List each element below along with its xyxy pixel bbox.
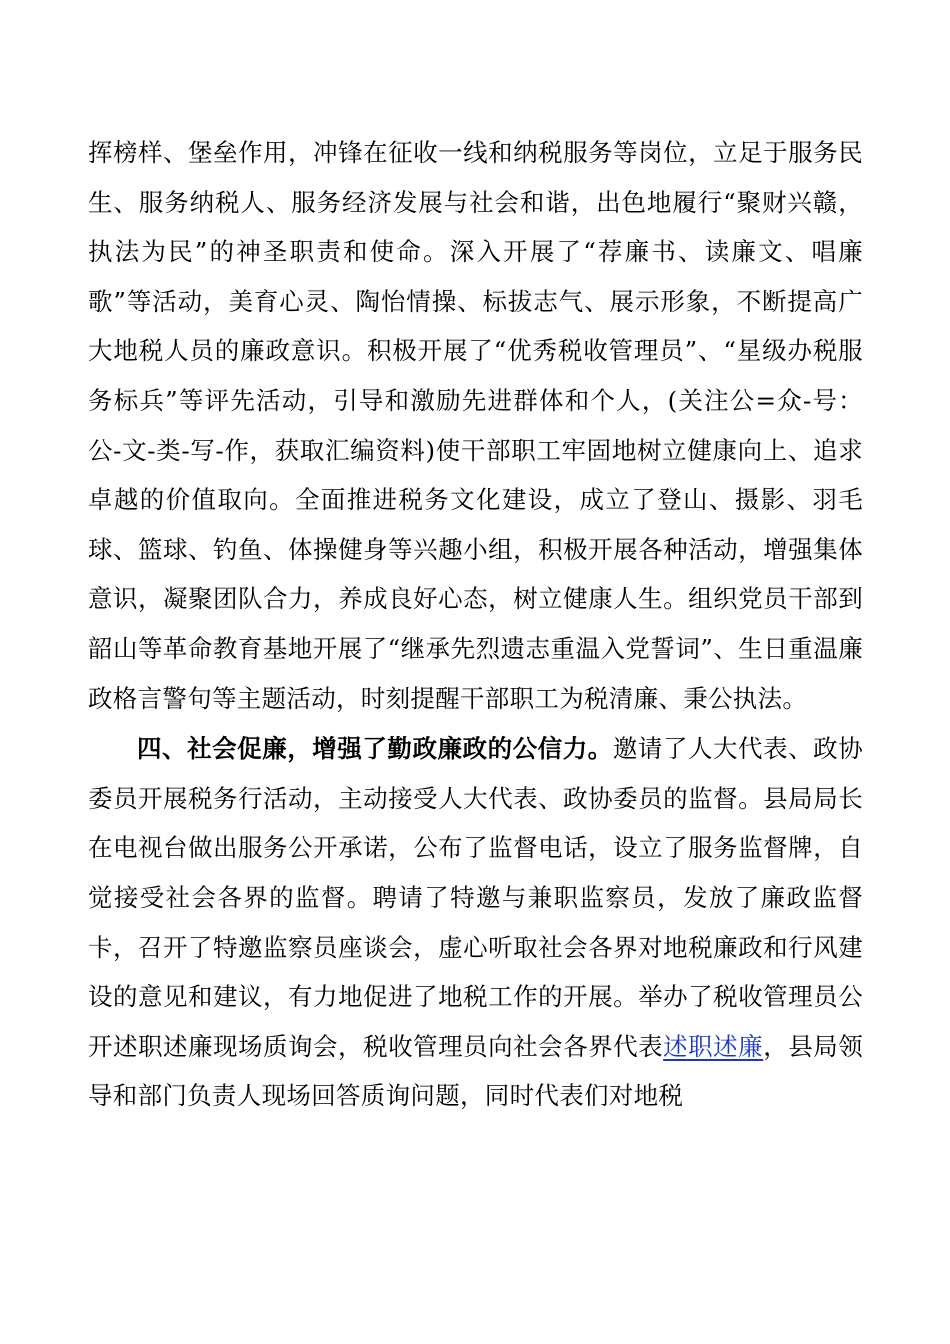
section-heading-4: 四、社会促廉，增强了勤政廉政的公信力。 xyxy=(137,734,613,764)
document-page xyxy=(88,128,863,1121)
body-paragraph-1: 挥榜样、堡垒作用，冲锋在征收一线和纳税服务等岗位，立足于服务民生、服务纳税人、服务经济发展与社会和谐，出色地履行“聚财兴赣，执法为民”的神圣职责和使命。深入开展了“荐廉书、读廉文、唱廉歌”等活动，美育心灵、陶怡情操、标拔志气、展示形象，不断提高广大地税人员的廉政意识。积极开展了“优秀税收管理员”、“星级办税服务标兵”等评先活动，引导和激励先进群体和个人，(关注公=众-号：公-文-类-写-作，获取汇编资料)使干部职工牢固地树立健康向上、追求卓越的价值取向。全面推进税务文化建设，成立了登山、摄影、羽毛球、篮球、钓鱼、体操健身等兴趣小组，积极开展各种活动，增强集体意识，凝聚团队合力，养成良好心态，树立健康人生。组织党员干部到韶山等革命教育基地开展了“继承先烈遗志重温入党誓词”、生日重温廉政格言警句等主题活动，时刻提醒干部职工为税清廉、秉公执法。 xyxy=(88,138,863,713)
paragraph-2-text-after-link: ，县局领导和部门负责人现场回答质询问题，同时代表们对地税 xyxy=(88,1031,864,1111)
paragraph-2-text-before-link: 邀请了人大代表、政协委员开展税务行活动，主动接受人大代表、政协委员的监督。县局局长在电视台做出服务公开承诺，公布了监督电话，设立了服务监督牌，自觉接受社会各界的监督。聘请了特邀与兼职监察员，发放了廉政监督卡，召开了特邀监察员座谈会，虚心听取社会各界对地税廉政和行风建设的意见和建议，有力地促进了地税工作的开展。举办了税收管理员公开述职述廉现场质询会，税收管理员向社会各界代表 xyxy=(88,734,863,1061)
report-on-duties-link[interactable]: 述职述廉 xyxy=(663,1031,764,1061)
body-paragraph-2 xyxy=(88,724,863,1121)
